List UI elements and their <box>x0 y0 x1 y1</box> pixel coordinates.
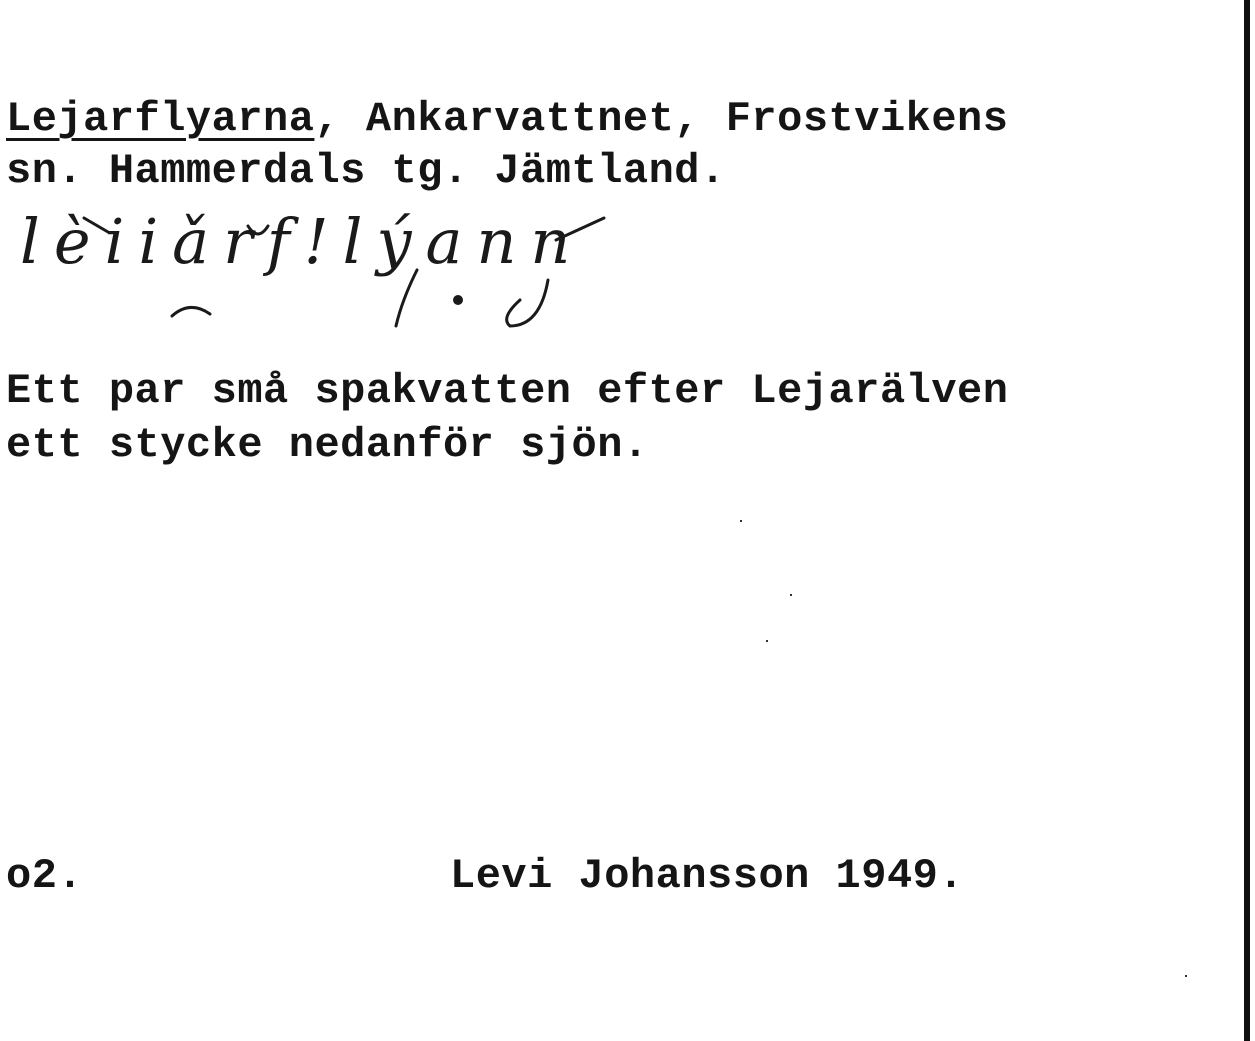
paper-speck <box>790 594 792 596</box>
card-edge-border <box>1244 0 1250 1041</box>
header-rest: , Ankarvattnet, Frostvikens <box>314 95 1009 143</box>
paper-speck <box>740 520 742 522</box>
card-code: o2. <box>6 852 84 900</box>
collector-signature: Levi Johansson 1949. <box>450 852 965 900</box>
headword: Lejarflyarna <box>6 95 315 143</box>
handwriting-marks <box>0 0 900 340</box>
paper-speck <box>1185 975 1187 977</box>
description-line-1: Ett par små spakvatten efter Lejarälven <box>6 367 1009 415</box>
paper-speck <box>766 640 768 642</box>
phonetic-handwriting: lèiiǎrf!lýann <box>20 205 585 278</box>
location-line: sn. Hammerdals tg. Jämtland. <box>6 147 726 195</box>
description-line-2: ett stycke nedanför sjön. <box>6 421 649 469</box>
